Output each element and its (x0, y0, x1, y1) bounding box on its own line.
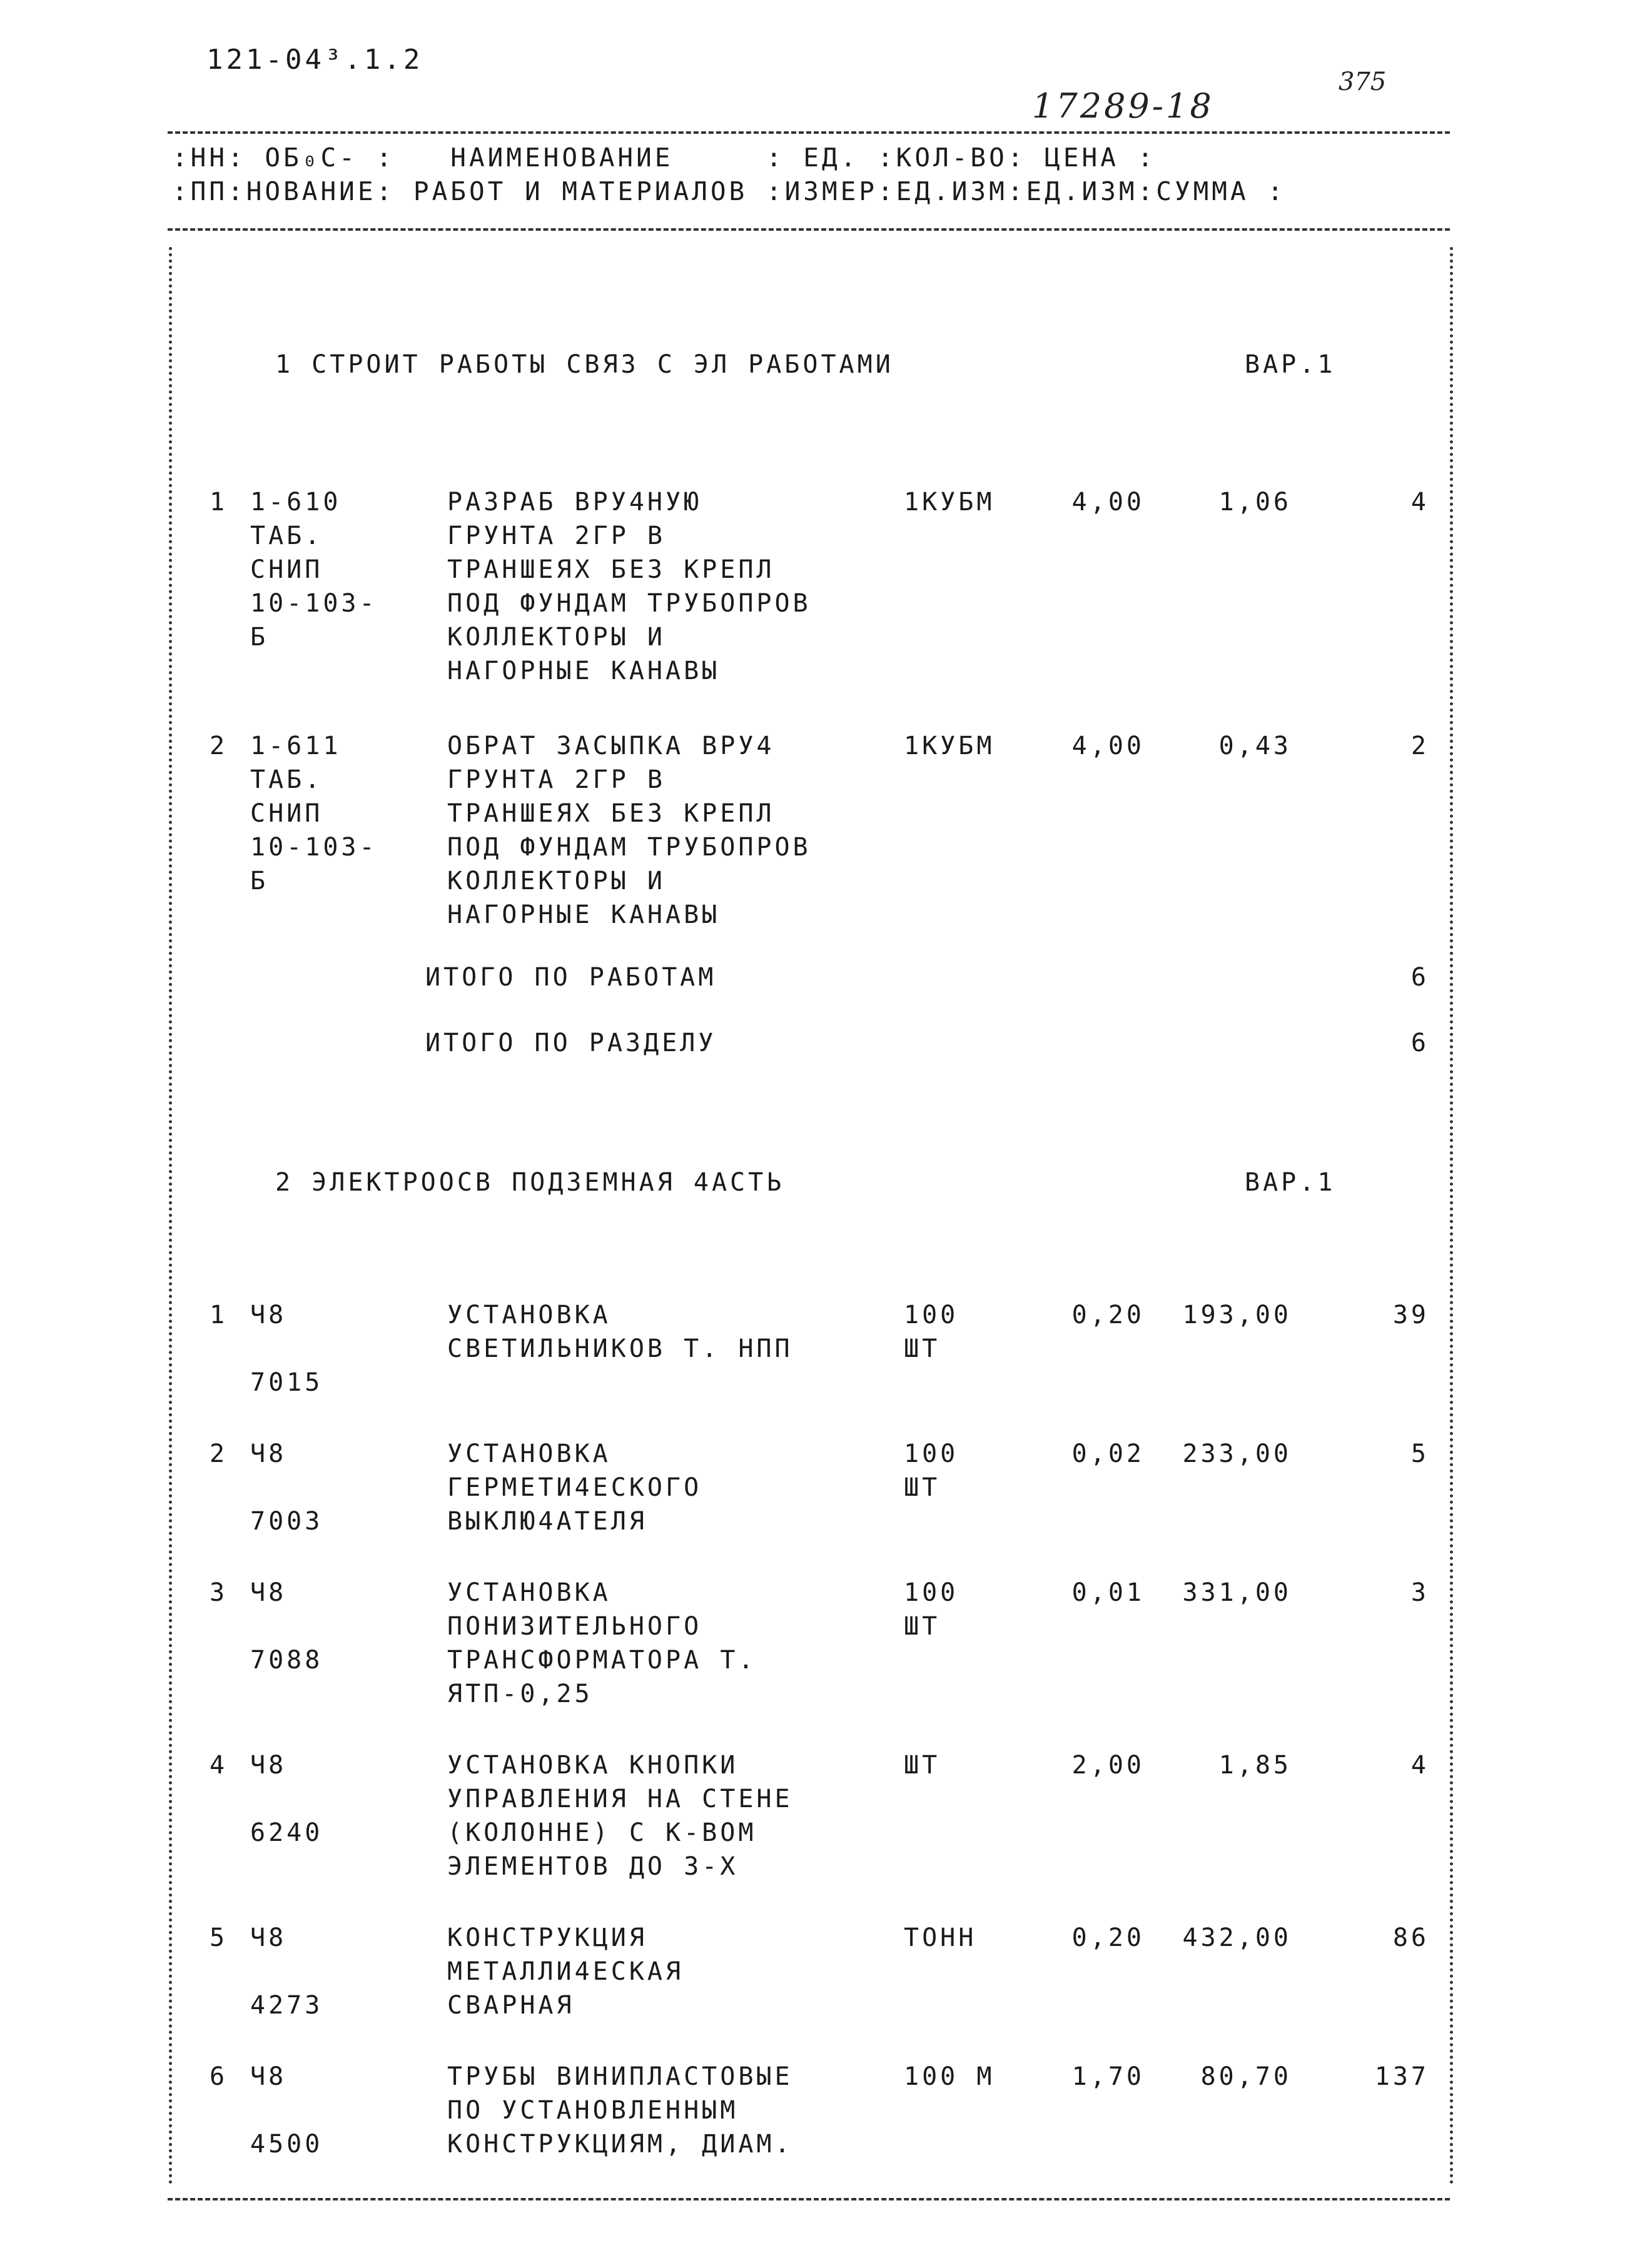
item-name: РАЗРАБ ВРУ4НУЮ (447, 488, 702, 517)
header-line-1: :НН: ОБ₀С- : НАИМЕНОВАНИЕ : ЕД. :КОЛ-ВО: ЦЕНА : (172, 143, 1157, 173)
item-name: ОБРАТ ЗАСЫПКА ВРУ4 (447, 732, 775, 760)
item-code: ТАБ. (250, 522, 323, 550)
section-variant: ВАР.1 (1245, 1168, 1336, 1197)
item-price: 193,00 (1182, 1301, 1292, 1329)
item-price: 80,70 (1200, 2062, 1292, 2091)
item-price: 1,85 (1218, 1751, 1292, 1780)
item-quantity: 4,00 (1071, 488, 1145, 517)
item-code: Ч8 (250, 1439, 287, 1468)
item-unit: 100 (904, 1578, 959, 1607)
item-name: КОЛЛЕКТОРЫ И (447, 623, 666, 652)
item-sum: 3 (1410, 1578, 1429, 1607)
item-unit: ШТ (904, 1334, 941, 1363)
item-sum: 2 (1410, 732, 1429, 760)
item-number: 6 (210, 2062, 228, 2091)
item-sum: 137 (1374, 2062, 1429, 2091)
item-number: 5 (210, 1923, 228, 1952)
item-code: 6240 (250, 1818, 323, 1847)
item-code: Б (250, 623, 269, 652)
item-quantity: 0,20 (1071, 1923, 1145, 1952)
item-name: ТРАНШЕЯХ БЕЗ КРЕПЛ (447, 555, 775, 584)
item-price: 1,06 (1218, 488, 1292, 517)
item-name: ТРУБЫ ВИНИПЛАСТОВЫЕ (447, 2062, 793, 2091)
item-name: УПРАВЛЕНИЯ НА СТЕНЕ (447, 1785, 793, 1813)
item-quantity: 1,70 (1071, 2062, 1145, 2091)
item-quantity: 0,01 (1071, 1578, 1145, 1607)
section-variant: ВАР.1 (1245, 350, 1336, 379)
item-number: 4 (210, 1751, 228, 1780)
item-name: ВЫКЛЮ4АТЕЛЯ (447, 1507, 647, 1536)
item-quantity: 0,02 (1071, 1439, 1145, 1468)
item-code: Ч8 (250, 1751, 287, 1780)
item-price: 233,00 (1182, 1439, 1292, 1468)
section-title: 2 ЭЛЕКТРООСВ ПОДЗЕМНАЯ 4АСТЬ (275, 1168, 785, 1197)
total-value: 6 (1410, 1029, 1429, 1057)
item-quantity: 2,00 (1071, 1751, 1145, 1780)
header-line-2: :ПП:НОВАНИЕ: РАБОТ И МАТЕРИАЛОВ :ИЗМЕР:ЕД.ИЗМ:ЕД.ИЗМ:СУММА : (172, 176, 1287, 206)
item-name: ПО УСТАНОВЛЕННЫМ (447, 2096, 739, 2125)
item-code: Б (250, 867, 269, 895)
item-number: 3 (210, 1578, 228, 1607)
item-name: СВЕТИЛЬНИКОВ Т. НПП (447, 1334, 793, 1363)
item-name: УСТАНОВКА КНОПКИ (447, 1751, 739, 1780)
total-label: ИТОГО ПО РАЗДЕЛУ (425, 1029, 717, 1057)
right-border (1450, 247, 1453, 2185)
item-unit: 100 (904, 1439, 959, 1468)
left-border (169, 247, 172, 2185)
item-code: ТАБ. (250, 765, 323, 794)
item-price: 331,00 (1182, 1578, 1292, 1607)
item-unit: 100 М (904, 2062, 995, 2091)
item-code: 7015 (250, 1368, 323, 1397)
item-name: ГРУНТА 2ГР В (447, 522, 666, 550)
item-price: 432,00 (1182, 1923, 1292, 1952)
item-sum: 5 (1410, 1439, 1429, 1468)
item-code: 4273 (250, 1991, 323, 2020)
item-sum: 4 (1410, 488, 1429, 517)
item-number: 1 (210, 488, 228, 517)
item-unit: 100 (904, 1301, 959, 1329)
item-code: 1-610 (250, 488, 342, 517)
item-sum: 86 (1392, 1923, 1429, 1952)
item-name: ПОД ФУНДАМ ТРУБОПРОВ (447, 833, 811, 862)
item-code: Ч8 (250, 1301, 287, 1329)
section-title: 1 СТРОИТ РАБОТЫ СВЯЗ С ЭЛ РАБОТАМИ (275, 350, 894, 379)
item-code: 1-611 (250, 732, 342, 760)
item-unit: 1КУБМ (904, 488, 995, 517)
item-unit: ТОНН (904, 1923, 977, 1952)
item-name: УСТАНОВКА (447, 1439, 611, 1468)
header-top-rule (168, 131, 1450, 134)
item-name: МЕТАЛЛИ4ЕСКАЯ (447, 1957, 684, 1986)
item-number: 2 (210, 732, 228, 760)
item-name: КОНСТРУКЦИЯМ, ДИАМ. (447, 2130, 793, 2159)
item-name: НАГОРНЫЕ КАНАВЫ (447, 657, 721, 685)
document-code: 121-04³.1.2 (206, 44, 423, 76)
item-name: КОЛЛЕКТОРЫ И (447, 867, 666, 895)
total-value: 6 (1410, 963, 1429, 992)
item-unit: ШТ (904, 1612, 941, 1641)
item-code: 10-103- (250, 589, 378, 618)
item-name: ЯТП-0,25 (447, 1680, 593, 1708)
bottom-rule (168, 2198, 1450, 2200)
item-sum: 39 (1392, 1301, 1429, 1329)
item-unit: ШТ (904, 1751, 941, 1780)
item-sum: 4 (1410, 1751, 1429, 1780)
page-number: 375 (1339, 68, 1387, 96)
item-name: ЭЛЕМЕНТОВ ДО 3-Х (447, 1852, 739, 1881)
item-code: СНИП (250, 555, 323, 584)
item-name: КОНСТРУКЦИЯ (447, 1923, 647, 1952)
item-name: НАГОРНЫЕ КАНАВЫ (447, 900, 721, 929)
item-unit: ШТ (904, 1473, 941, 1502)
item-name: УСТАНОВКА (447, 1301, 611, 1329)
item-code: Ч8 (250, 1578, 287, 1607)
item-code: 7003 (250, 1507, 323, 1536)
item-quantity: 0,20 (1071, 1301, 1145, 1329)
item-number: 2 (210, 1439, 228, 1468)
item-code: 10-103- (250, 833, 378, 862)
item-name: ГЕРМЕТИ4ЕСКОГО (447, 1473, 702, 1502)
item-price: 0,43 (1218, 732, 1292, 760)
item-name: ПОД ФУНДАМ ТРУБОПРОВ (447, 589, 811, 618)
item-code: Ч8 (250, 1923, 287, 1952)
item-code: СНИП (250, 799, 323, 828)
item-name: ТРАНСФОРМАТОРА Т. (447, 1646, 757, 1675)
item-name: ГРУНТА 2ГР В (447, 765, 666, 794)
stamp-number: 17289-18 (1032, 86, 1214, 126)
item-name: ТРАНШЕЯХ БЕЗ КРЕПЛ (447, 799, 775, 828)
item-name: (КОЛОННЕ) С К-ВОМ (447, 1818, 757, 1847)
item-name: УСТАНОВКА (447, 1578, 611, 1607)
item-name: ПОНИЗИТЕЛЬНОГО (447, 1612, 702, 1641)
item-code: 7088 (250, 1646, 323, 1675)
item-name: СВАРНАЯ (447, 1991, 575, 2020)
item-code: 4500 (250, 2130, 323, 2159)
item-quantity: 4,00 (1071, 732, 1145, 760)
item-number: 1 (210, 1301, 228, 1329)
item-unit: 1КУБМ (904, 732, 995, 760)
total-label: ИТОГО ПО РАБОТАМ (425, 963, 717, 992)
header-bottom-rule (168, 228, 1450, 231)
item-code: Ч8 (250, 2062, 287, 2091)
